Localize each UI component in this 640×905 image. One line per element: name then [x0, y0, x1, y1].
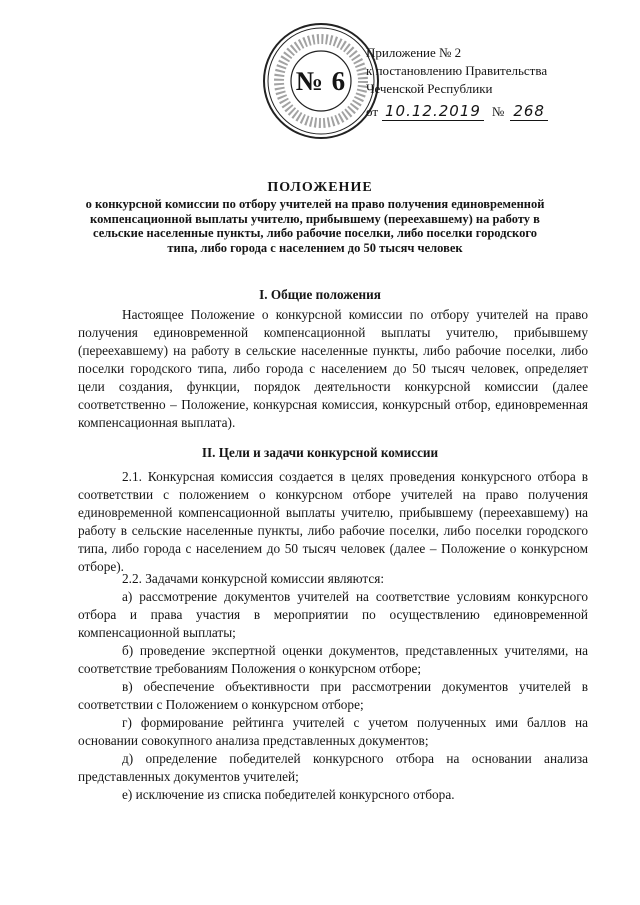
date-prefix: от [366, 104, 379, 119]
appendix-republic: Чеченской Республики [366, 81, 493, 96]
resolution-date: 10.12.2019 [382, 102, 484, 121]
section-1-paragraph: Настоящее Положение о конкурсной комиссии по отбору учителей на право получения единовременной компенсационной выплаты учителю, прибывшему (переехавшему) на работу в сельские населенные пункты, либо рабочие поселки, либо поселки городского типа, либо города с населением до 50 тысяч человек, определяет цели создания, функции, порядок деятельности конкурсной комиссии (далее соответственно – Положение, конкурсная комиссия, конкурсный отбор, единовременная компенсационная выплата). [78, 307, 588, 430]
appendix-header [366, 44, 616, 121]
paragraph-2-1: 2.1. Конкурсная комиссия создается в целях проведения конкурсного отбора в соответствии с положением о конкурсном отборе учителей на право получения единовременной компенсационной выплаты учителю, прибывшему (переехавшему) на работу в сельские населенные пункты, либо рабочие поселки, либо поселки городского типа, либо города с населением до 50 тысяч человек (далее – Положение о конкурсном отборе). [78, 469, 588, 574]
list-item-d: д) определение победителей конкурсного отбора на основании анализа представленных документов учителей; [78, 751, 588, 784]
official-seal [262, 22, 380, 140]
list-item-g: г) формирование рейтинга учителей с учетом полученных ими баллов на основании совокупного анализа представленных документов; [78, 715, 588, 748]
appendix-date-line [366, 102, 616, 121]
list-item-v: в) обеспечение объективности при рассмотрении документов учителей в соответствии с Положением о конкурсном отборе; [78, 679, 588, 712]
list-item-b: б) проведение экспертной оценки документов, представленных учителями, на соответствие требованиям Положения о конкурсном отборе; [78, 643, 588, 676]
section-2-heading: II. Цели и задачи конкурсной комиссии [201, 445, 439, 460]
list-item-a: а) рассмотрение документов учителей на соответствие условиям конкурсного отбора и права участия в мероприятии по осуществлению единовременной компенсационной выплаты; [78, 589, 588, 640]
number-sign: № [491, 104, 505, 119]
seal-number: № 6 [295, 66, 347, 96]
document-title: ПОЛОЖЕНИЕ [267, 180, 373, 195]
resolution-number: 268 [510, 102, 548, 121]
section-1-heading: I. Общие положения [259, 287, 381, 302]
document-subtitle: о конкурсной комиссии по отбору учителей на право получения единовременной компенсационной выплаты учителю, прибывшему (переехавшему) на работу в сельские населенные пункты, либо рабочие поселки, либо поселки городского типа, либо города с населением до 50 тысяч человек [85, 197, 545, 255]
list-item-e: е) исключение из списка победителей конкурсного отбора. [122, 787, 455, 802]
paragraph-2-2: 2.2. Задачами конкурсной комиссии являются: [122, 571, 385, 586]
appendix-title: Приложение № 2 [366, 45, 462, 60]
appendix-resolution: к постановлению Правительства [366, 63, 548, 78]
